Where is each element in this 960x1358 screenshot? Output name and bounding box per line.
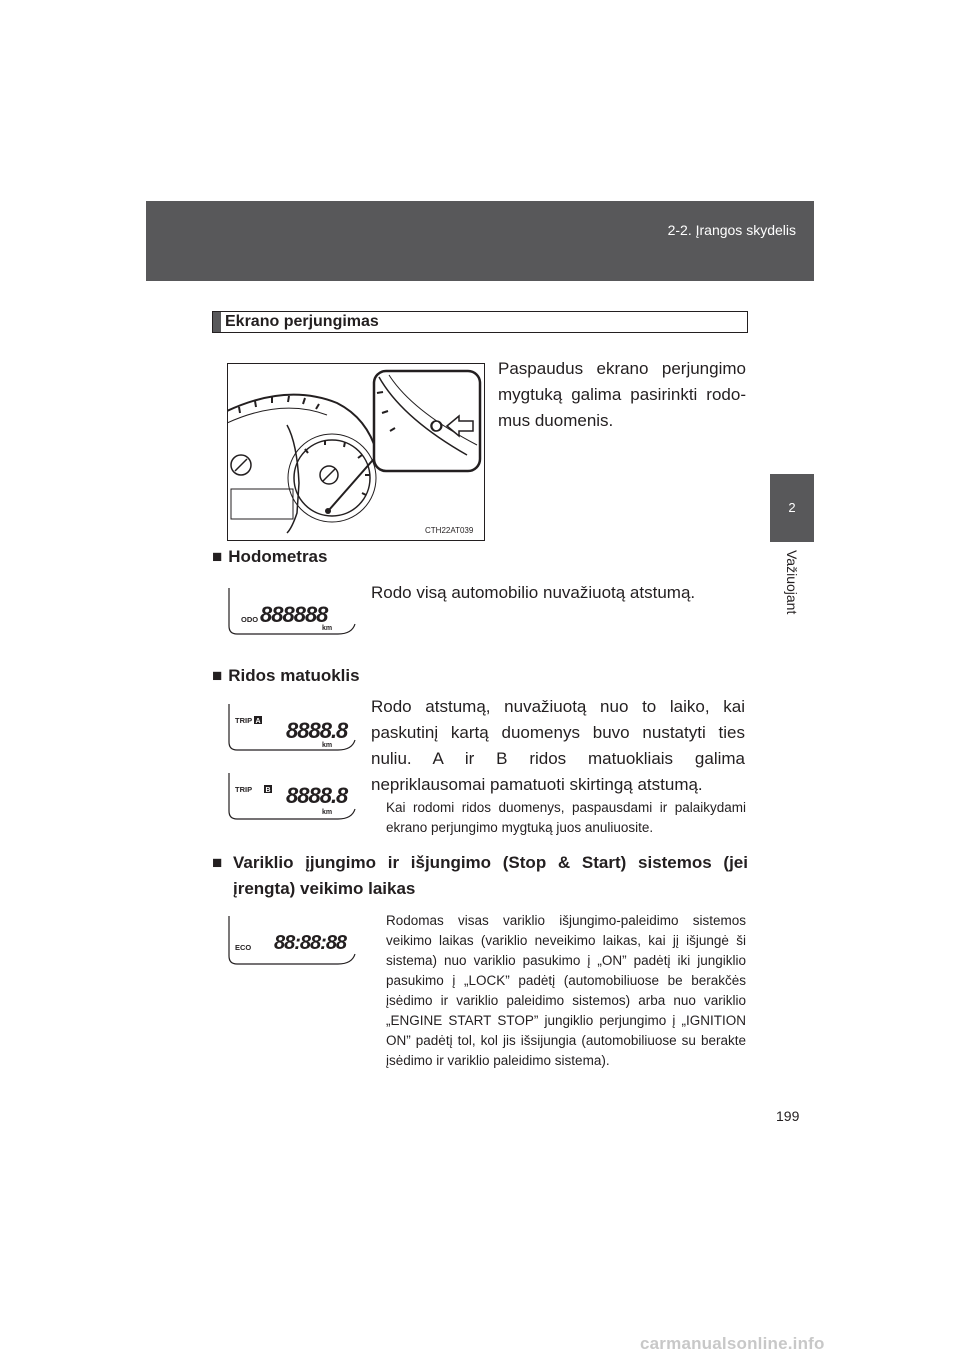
stop-start-heading xyxy=(212,850,748,902)
odometer-heading-text: Hodometras xyxy=(228,547,328,566)
trip-a-label: TRIP xyxy=(235,716,253,725)
odo-unit: km xyxy=(322,625,333,632)
trip-a-unit: km xyxy=(322,742,333,749)
trip-b-digits: 8888.8 xyxy=(286,783,348,808)
eco-display xyxy=(228,916,356,966)
trip-b-badge: B xyxy=(265,787,271,794)
cluster-figure xyxy=(227,363,485,541)
trip-heading-text: Ridos matuoklis xyxy=(228,666,360,685)
bullet-square: ■ xyxy=(212,666,223,685)
section-heading-text: Ekrano perjungimas xyxy=(225,313,379,330)
stop-start-heading-text: Variklio įjungimo ir išjungimo (Stop & Start) sistemos (jei įrengta) veikimo laikas xyxy=(233,853,748,898)
odometer-heading xyxy=(212,544,327,570)
eco-digits: 88:88:88 xyxy=(274,932,347,954)
bullet-square: ■ xyxy=(212,547,223,566)
trip-b-display xyxy=(228,773,356,821)
figure-code: CTH22AT039 xyxy=(425,526,474,535)
trip-heading xyxy=(212,663,360,689)
trip-a-badge: A xyxy=(255,718,261,725)
odometer-display xyxy=(228,588,356,636)
stop-start-text: Rodomas visas variklio išjungimo-paleidimo sistemos veikimo laikas (variklio neveikimo laikas, kai jį išjungė ši sistema) nuo variklio pasukimo į „ON” padėtį iki jungiklio pasukimo į „LOCK” padėtį (automobiliuose be berakčės įsėdimo ir variklio paleidimo sistemos) arba nuo variklio „ENGINE START STOP” jungiklio perjungimo į „IGNITION ON” padėtį tol, kol jis išsijungia (automobiliuose su berakte įsėdimo ir variklio paleidimo sistema). xyxy=(386,913,746,1068)
page-number: 199 xyxy=(776,1108,800,1124)
chapter-tab-label xyxy=(770,542,814,642)
section-heading xyxy=(212,311,748,333)
eco-label: ECO xyxy=(235,943,252,952)
header-band xyxy=(146,201,814,281)
watermark: carmanualsonline.info xyxy=(640,1334,825,1353)
chapter-tab-label-text: Važiuojant xyxy=(784,550,800,615)
trip-a-digits: 8888.8 xyxy=(286,718,348,743)
bullet-square: ■ xyxy=(212,853,223,872)
odo-label: ODO xyxy=(241,615,259,624)
heading-bar xyxy=(213,312,221,332)
trip-b-label: TRIP xyxy=(235,785,253,794)
odometer-text: Rodo visą automobilio nuvažiuotą atstumą. xyxy=(371,583,696,602)
trip-note: Kai rodomi ridos duomenys, paspausdami ir palaikydami ekrano perjungimo mygtuką juos anuliuosite. xyxy=(386,800,746,835)
trip-text: Rodo atstumą, nuvažiuotą nuo to laiko, kai paskutinį kartą duomenys buvo nustatyti ties nuliu. A ir B ridos matuokliais galima nepriklausomai pamatuoti skirtingą atstumą. xyxy=(371,697,745,794)
odo-digits: 888888 xyxy=(260,602,328,627)
intro-text: Paspaudus ekrano perjungimo mygtuką galima pasirinkti rodomus duomenis. xyxy=(498,359,746,430)
trip-b-unit: km xyxy=(322,809,333,816)
chapter-tab-number[interactable]: 2 xyxy=(770,474,814,542)
section-title: 2-2. Įrangos skydelis xyxy=(667,222,796,238)
trip-a-display xyxy=(228,704,356,752)
